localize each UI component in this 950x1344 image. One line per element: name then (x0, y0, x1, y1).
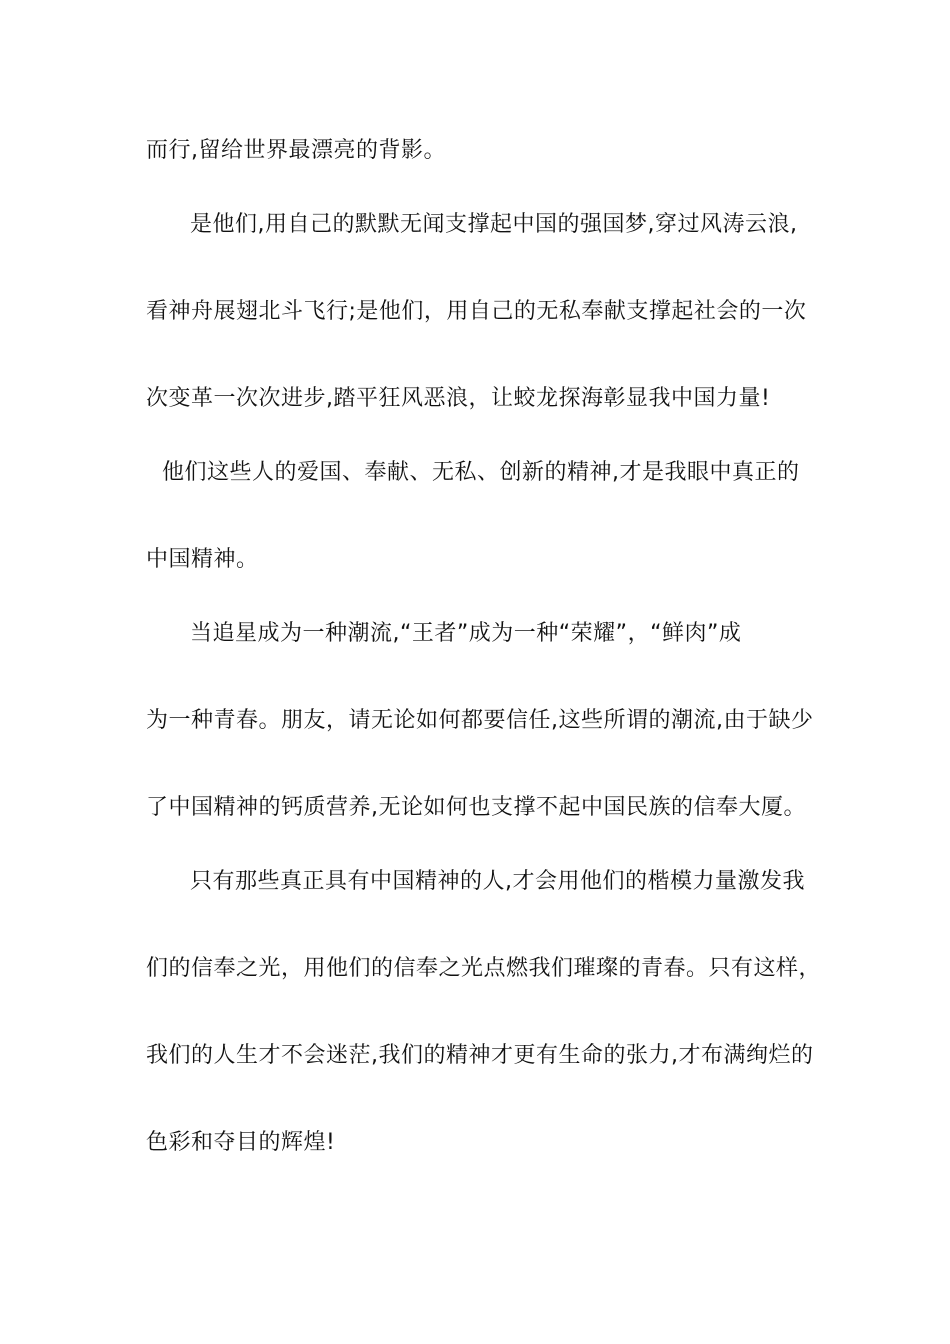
text-line-7: 当追星成为一种潮流,“王者”成为一种“荣耀”，“鲜肉”成 (190, 621, 742, 646)
text-line-2: 是他们,用自己的默默无闻支撑起中国的强国梦,穿过风涛云浪, (190, 212, 798, 237)
text-line-5: 他们这些人的爱国、奉献、无私、创新的精神,才是我眼中真正的 (162, 460, 800, 485)
text-line-11: 们的信奉之光，用他们的信奉之光点燃我们璀璨的青春。只有这样， (146, 956, 822, 981)
text-line-10: 只有那些真正具有中国精神的人,才会用他们的楷模力量激发我 (190, 869, 805, 894)
text-line-3: 看神舟展翅北斗飞行;是他们，用自己的无私奉献支撑起社会的一次 (146, 299, 807, 324)
text-line-4: 次变革一次次进步,踏平狂风恶浪，让蛟龙探海彰显我中国力量! (146, 386, 771, 411)
text-line-9: 了中国精神的钙质营养,无论如何也支撑不起中国民族的信奉大厦。 (146, 795, 806, 820)
text-line-8: 为一种青春。朋友，请无论如何都要信任,这些所谓的潮流,由于缺少 (146, 708, 814, 733)
text-line-1: 而行,留给世界最漂亮的背影。 (146, 138, 446, 163)
text-line-13: 色彩和夺目的辉煌! (146, 1130, 336, 1155)
text-line-12: 我们的人生才不会迷茫,我们的精神才更有生命的张力,才布满绚烂的 (146, 1043, 814, 1068)
text-line-6: 中国精神。 (146, 547, 259, 572)
